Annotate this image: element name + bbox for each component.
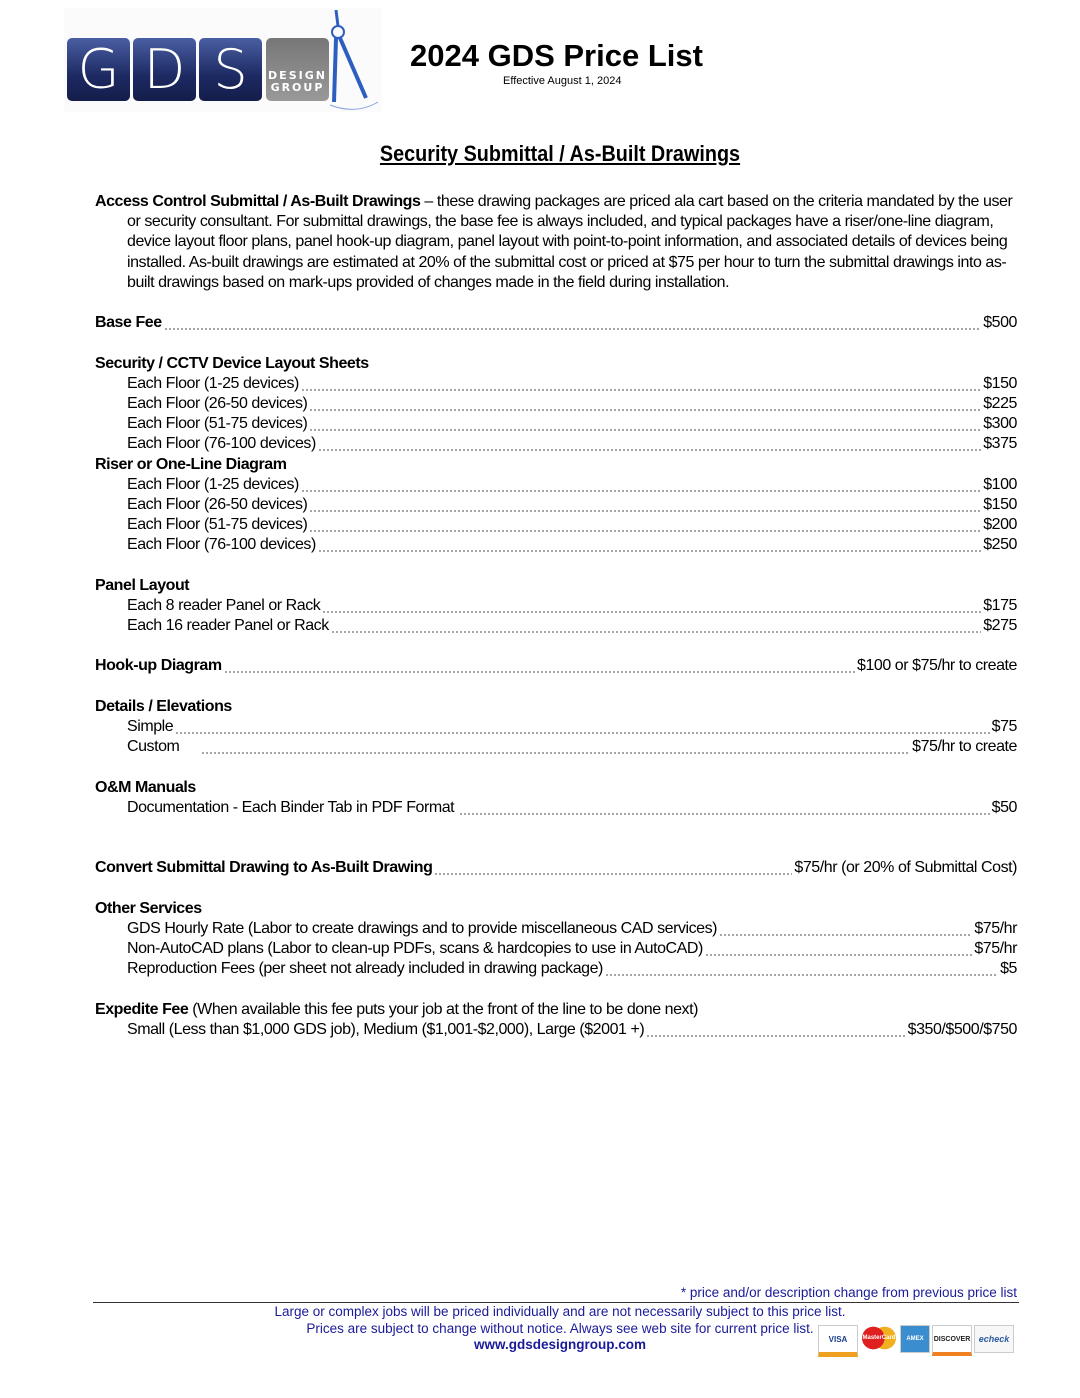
mastercard-icon: MasterCard [860, 1325, 898, 1351]
intro-paragraph [95, 192, 1017, 293]
logo-tile-design-group: DESIGN GROUP [266, 38, 329, 101]
group-heading: O&M Manuals [95, 778, 196, 796]
footer-line-2: Prices are subject to change without notice. Always see web site for current price list. [306, 1321, 814, 1336]
logo-tile: G [67, 38, 130, 101]
price-row [95, 1020, 1017, 1040]
amex-icon: AMEX [900, 1325, 930, 1353]
row-price: $350/$500/$750 [907, 1020, 1017, 1038]
footer-line-1: Large or complex jobs will be priced individually and are not necessarily subject to this price list. [274, 1304, 846, 1319]
price-row [95, 656, 1017, 676]
row-label: Convert Submittal Drawing to As-Built Drawing [95, 859, 433, 877]
price-row [95, 596, 1017, 616]
row-label: Each Floor (26-50 devices) [127, 495, 308, 513]
row-label: GDS Hourly Rate (Labor to create drawings and to provide miscellaneous CAD services) [127, 919, 718, 937]
row-price: $150 [983, 374, 1017, 392]
row-price: $500 [983, 314, 1017, 332]
row-price: $300 [983, 415, 1017, 433]
visa-icon: VISA [818, 1325, 858, 1357]
logo-tile: D [133, 38, 196, 101]
row-label: Each 8 reader Panel or Rack [127, 596, 321, 614]
row-label: Each Floor (51-75 devices) [127, 415, 308, 433]
page-title: 2024 GDS Price List [410, 38, 703, 73]
row-price: $75/hr [974, 940, 1017, 958]
echeck-icon: echeck [974, 1325, 1014, 1353]
price-row [95, 717, 1017, 737]
effective-date: Effective August 1, 2024 [503, 75, 622, 87]
price-row [95, 374, 1017, 394]
row-label: Custom [127, 738, 180, 756]
row-label: Each Floor (26-50 devices) [127, 394, 308, 412]
row-price: $275 [983, 617, 1017, 635]
row-price: $100 or $75/hr to create [857, 657, 1017, 675]
price-row [95, 798, 1017, 818]
price-row [95, 737, 1017, 757]
price-row [95, 515, 1017, 535]
row-price: $150 [983, 495, 1017, 513]
website-link[interactable]: www.gdsdesigngroup.com [473, 1337, 646, 1352]
price-row [95, 495, 1017, 515]
row-label: Documentation - Each Binder Tab in PDF Format [127, 798, 455, 816]
row-label: Base Fee [95, 314, 162, 332]
row-label: Simple [127, 717, 174, 735]
row-label: Each Floor (76-100 devices) [127, 435, 316, 453]
expedite-note: (When available this fee puts your job at the front of the line to be done next) [188, 1000, 698, 1018]
compass-icon [326, 10, 382, 110]
group-heading: Panel Layout [95, 576, 190, 594]
group-heading: Expedite Fee [95, 1000, 189, 1018]
row-price: $175 [983, 596, 1017, 614]
row-price: $75/hr to create [912, 738, 1017, 756]
price-row [95, 959, 1017, 979]
price-row [95, 535, 1017, 555]
price-row [95, 434, 1017, 454]
row-price: $75 [991, 717, 1017, 735]
row-label: Each Floor (76-100 devices) [127, 536, 316, 554]
footer-divider [93, 1302, 1019, 1303]
row-label: Non-AutoCAD plans (Labor to clean-up PDFs, scans & hardcopies to use in AutoCAD) [127, 940, 703, 958]
row-price: $200 [983, 516, 1017, 534]
change-note: * price and/or description change from previous price list [680, 1285, 1017, 1300]
row-price: $5 [1000, 960, 1017, 978]
group-heading: Other Services [95, 899, 202, 917]
group-heading: Riser or One-Line Diagram [95, 455, 287, 473]
payment-cards [818, 1325, 1014, 1357]
logo-tile: S [199, 38, 262, 101]
row-label: Each Floor (1-25 devices) [127, 374, 299, 392]
gds-logo [64, 8, 382, 112]
discover-icon: DISCOVER [932, 1325, 972, 1356]
intro-lead: Access Control Submittal / As-Built Drawings [95, 193, 421, 210]
row-price: $250 [983, 536, 1017, 554]
price-row [95, 616, 1017, 636]
row-label: Reproduction Fees (per sheet not already included in drawing package) [127, 960, 603, 978]
row-price: $75/hr [974, 919, 1017, 937]
price-row [95, 313, 1017, 333]
row-price: $375 [983, 435, 1017, 453]
row-price: $75/hr (or 20% of Submittal Cost) [794, 859, 1017, 877]
price-row [95, 919, 1017, 939]
group-heading: Details / Elevations [95, 697, 232, 715]
section-title: Security Submittal / As-Built Drawings [379, 141, 741, 166]
row-label: Each 16 reader Panel or Rack [127, 617, 329, 635]
intro-text: – these drawing packages are priced ala cart based on the criteria mandated by the user or security consultant. For submittal drawings, the base fee is always included, and typical packages have a riser/one-line diagram, device layout floor plans, panel hook-up diagram, panel layout with point-to-point information, and associated details of devices being installed. As-built drawings are estimated at 20% of the submittal cost or priced at $75 per hour to turn the submittal drawings into as-built drawings based on mark-ups provided of changes made in the field during installation. [127, 193, 1013, 291]
price-content [95, 192, 1017, 1040]
row-label: Hook-up Diagram [95, 657, 222, 675]
price-row [95, 475, 1017, 495]
row-label: Each Floor (51-75 devices) [127, 516, 308, 534]
price-row [95, 858, 1017, 878]
price-row [95, 414, 1017, 434]
price-row [95, 394, 1017, 414]
row-label: Each Floor (1-25 devices) [127, 475, 299, 493]
row-price: $225 [983, 394, 1017, 412]
row-price: $100 [983, 475, 1017, 493]
group-heading: Security / CCTV Device Layout Sheets [95, 354, 369, 372]
row-price: $50 [991, 798, 1017, 816]
row-label: Small (Less than $1,000 GDS job), Medium ($1,001-$2,000), Large ($2001 +) [127, 1020, 645, 1038]
price-row [95, 939, 1017, 959]
